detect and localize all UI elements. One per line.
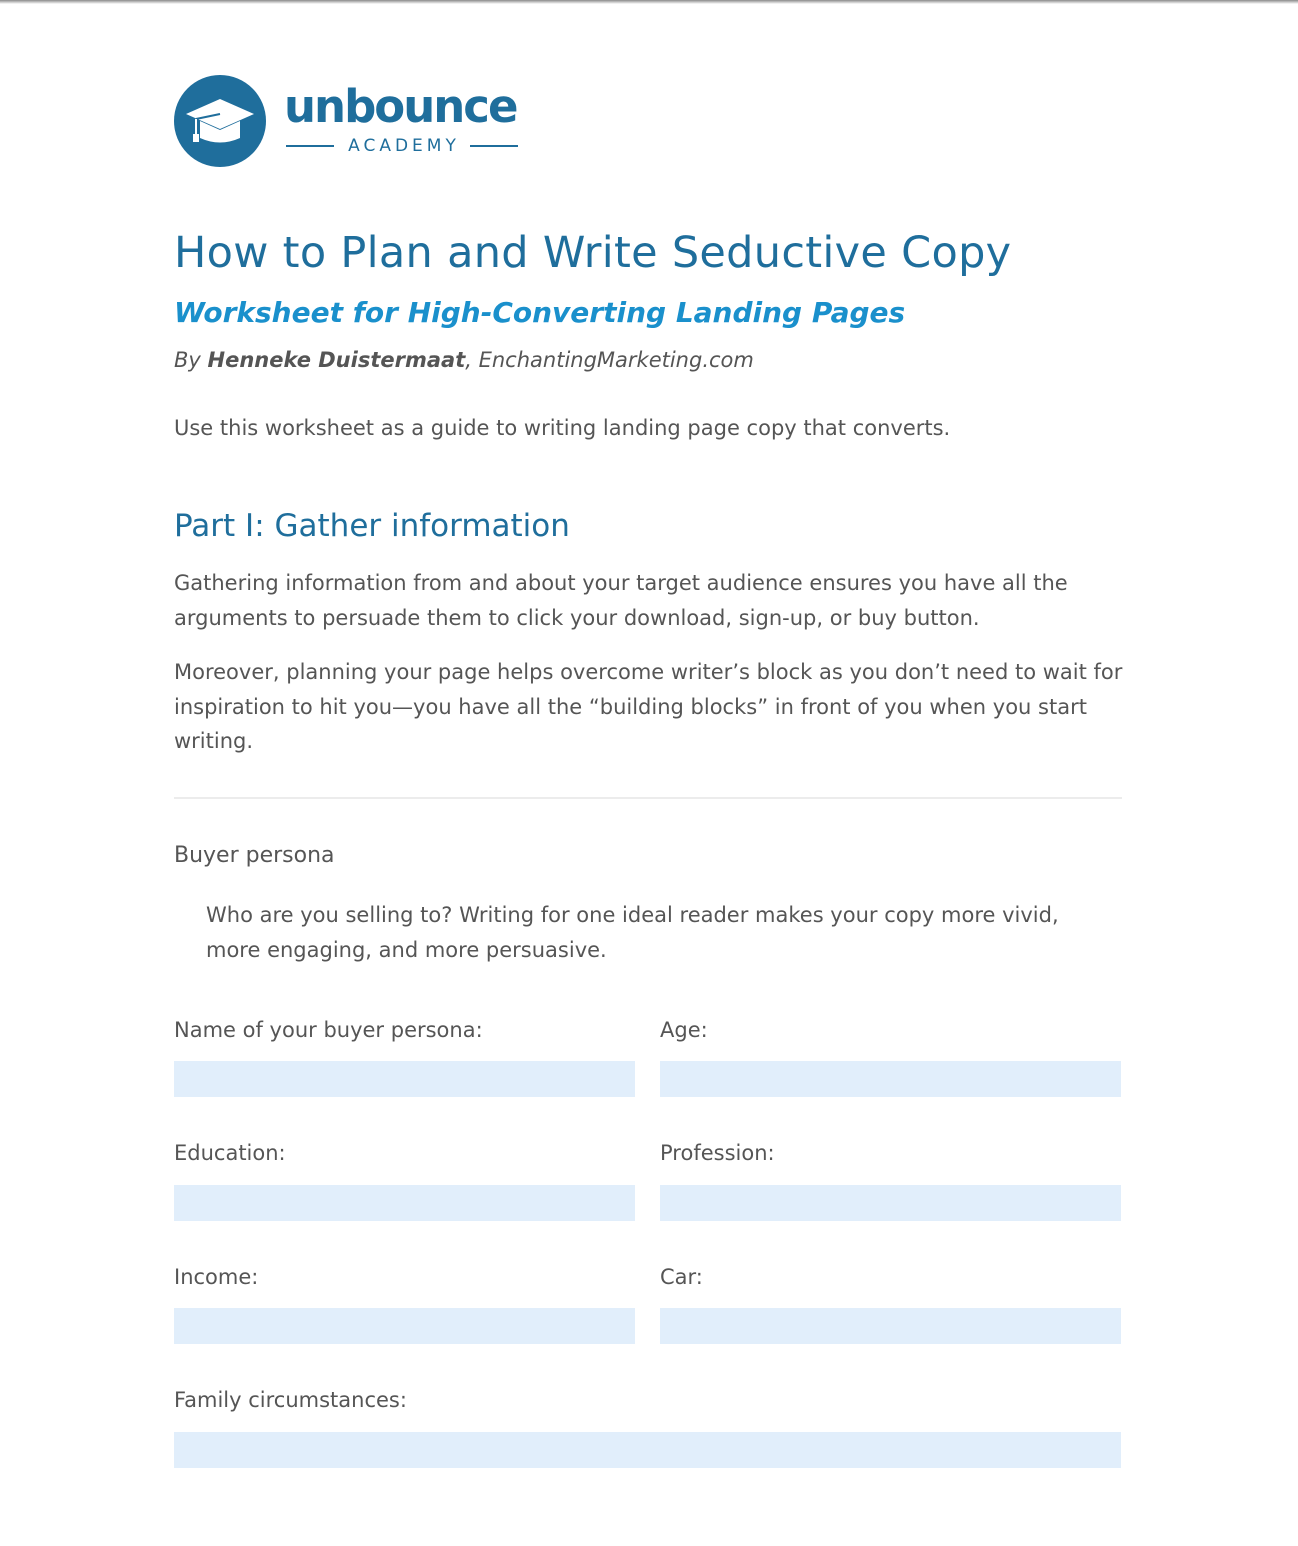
byline: [174, 348, 754, 372]
logo-badge: [174, 75, 266, 167]
family-circumstances-label: Family circumstances:: [174, 1388, 407, 1412]
page-top-shadow: [0, 0, 1298, 4]
document-title: How to Plan and Write Seductive Copy: [174, 228, 1012, 278]
document-subtitle: Worksheet for High-Converting Landing Pages: [174, 296, 906, 329]
graduation-cap-icon: [174, 75, 266, 167]
buyer-persona-heading: Buyer persona: [174, 843, 335, 868]
logo-subtitle: [286, 135, 518, 157]
logo-subword: ACADEMY: [348, 136, 460, 156]
income-label: Income:: [174, 1265, 259, 1289]
unbounce-academy-logo: [174, 75, 524, 167]
section-divider: [174, 797, 1122, 799]
car-field[interactable]: [660, 1308, 1121, 1344]
logo-rule-left: [286, 145, 334, 147]
part-1-heading: Part I: Gather information: [174, 508, 570, 544]
part-1-paragraph-1: Gathering information from and about your target audience ensures you have all the arguments to persuade them to click your download, sign-up, or buy button.: [174, 571, 1068, 630]
buyer-persona-description: Who are you selling to? Writing for one ideal reader makes your copy more vivid, more engaging, and more persuasive.: [206, 903, 1059, 962]
logo-wordmark: unbounce: [284, 80, 517, 133]
income-field[interactable]: [174, 1308, 635, 1344]
car-label: Car:: [660, 1265, 703, 1289]
byline-prefix: By: [174, 348, 208, 372]
persona-name-field[interactable]: [174, 1061, 635, 1097]
byline-author: Henneke Duistermaat: [207, 348, 466, 372]
intro-text: Use this worksheet as a guide to writing landing page copy that converts.: [174, 416, 951, 440]
profession-field[interactable]: [660, 1185, 1121, 1221]
education-field[interactable]: [174, 1185, 635, 1221]
profession-label: Profession:: [660, 1141, 775, 1165]
part-1-paragraph-2: Moreover, planning your page helps overcome writer’s block as you don’t need to wait for inspiration to hit you—you have all the “building blocks” in front of you when you start writing.: [174, 660, 1123, 753]
byline-site: EnchantingMarketing.com: [478, 348, 754, 372]
logo-rule-right: [470, 145, 518, 147]
persona-name-label: Name of your buyer persona:: [174, 1018, 483, 1042]
age-label: Age:: [660, 1018, 708, 1042]
age-field[interactable]: [660, 1061, 1121, 1097]
family-circumstances-field[interactable]: [174, 1432, 1121, 1468]
education-label: Education:: [174, 1141, 286, 1165]
byline-separator: ,: [465, 348, 479, 372]
